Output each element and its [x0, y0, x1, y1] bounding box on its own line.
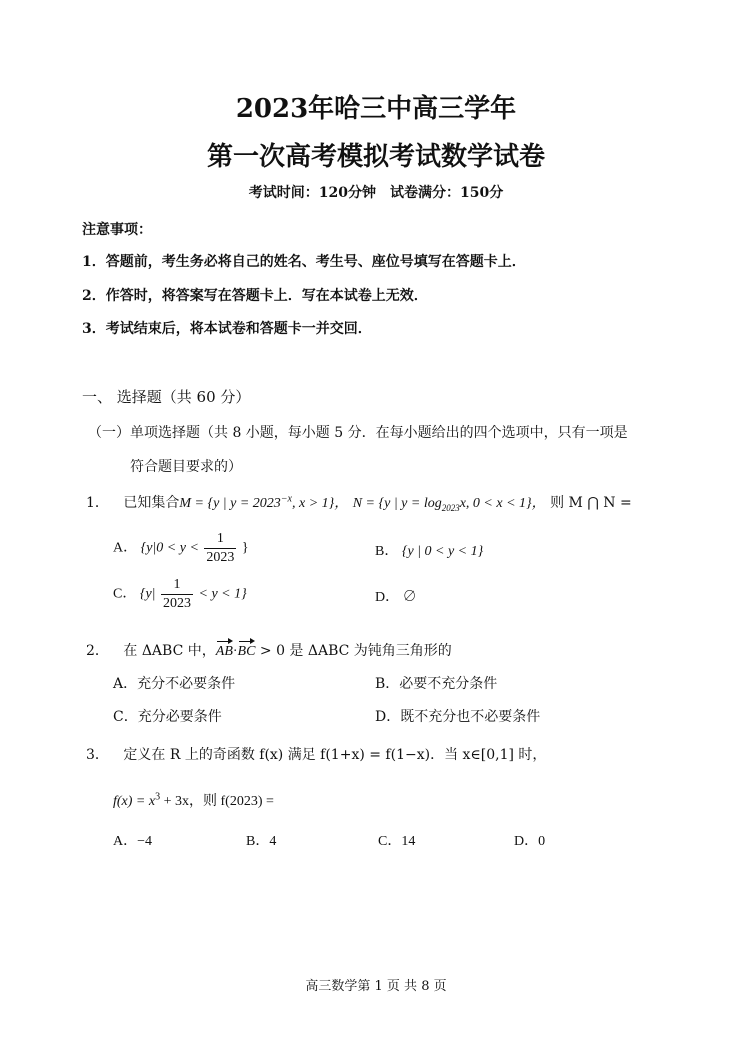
subsection-heading-line2: 符合题目要求的）	[130, 459, 242, 475]
fraction: $\frac{1}{2023}$	[163, 577, 192, 611]
question-number: 1．	[86, 495, 109, 511]
notes-heading: 注意事项：	[82, 222, 152, 238]
fraction: $\frac{1}{2023}$	[206, 531, 235, 565]
option-3d[interactable]: D．0	[514, 834, 546, 849]
option-3b[interactable]: B．4	[246, 834, 277, 849]
vector-bc: BC	[237, 644, 256, 659]
set-n: N = {y | $y = \log_{2023}x$, 0 < x < 1}，	[352, 496, 546, 513]
option-2d[interactable]: D．既不充分也不必要条件	[375, 709, 541, 725]
subsection-heading-line1: （一）单项选择题（共 8 小题，每小题 5 分．在每小题给出的四个选项中，只有一项是	[88, 425, 628, 441]
question-number: 3．	[86, 747, 109, 763]
option-3c[interactable]: C．14	[378, 834, 416, 849]
question-3-line2: $f(x) = x^3 + 3x$，则 f(2023) =	[113, 791, 274, 809]
vector-ab: AB	[215, 644, 233, 659]
option-3a[interactable]: A．−4	[113, 834, 153, 849]
option-1b[interactable]: B． {y | 0 < y < 1}	[375, 544, 484, 559]
option-2a[interactable]: A．充分不必要条件	[113, 676, 236, 692]
option-2c[interactable]: C．充分必要条件	[113, 709, 222, 725]
option-1a[interactable]: A． {y|0 < y < $\frac{1}{2023}$ }	[113, 531, 249, 565]
note-item-2: 2．作答时，将答案写在答题卡上．写在本试卷上无效．	[82, 288, 428, 304]
exam-info: 考试时间：120分钟 试卷满分：150分	[248, 185, 504, 201]
note-item-3: 3．考试结束后，将本试卷和答题卡一并交回．	[82, 321, 372, 337]
question-3: 3． 定义在 R 上的奇函数 f(x) 满足 f(1+x) = f(1−x)．当 x∈[0,1] 时，	[86, 747, 547, 763]
question-stem-suffix: 则 M ⋂ N =	[550, 495, 632, 511]
option-1d[interactable]: D． ∅	[375, 590, 417, 605]
section-heading: 一、 选择题（共 60 分）	[82, 388, 251, 406]
question-1	[86, 492, 632, 513]
question-number: 2．	[86, 643, 109, 659]
option-2b[interactable]: B．必要不充分条件	[375, 676, 498, 692]
option-1c[interactable]: C． {y| $\frac{1}{2023}$ < y < 1}	[113, 577, 247, 611]
page-footer: 高三数学第 1 页 共 8 页	[305, 979, 447, 994]
question-stem-prefix: 已知集合	[123, 495, 180, 511]
exam-title-line1: 2023年哈三中高三学年	[235, 94, 517, 124]
question-2: 2． 在 ΔABC 中，AB·BC > 0 是 ΔABC 为钝角三角形的	[86, 643, 452, 659]
note-item-1: 1．答题前，考生务必将自己的姓名、考生号、座位号填写在答题卡上．	[82, 254, 526, 270]
set-m: M = {y | $y = 2023^{-x}$, x > 1}，	[179, 493, 349, 511]
exam-title-line2: 第一次高考模拟考试数学试卷	[206, 142, 545, 172]
